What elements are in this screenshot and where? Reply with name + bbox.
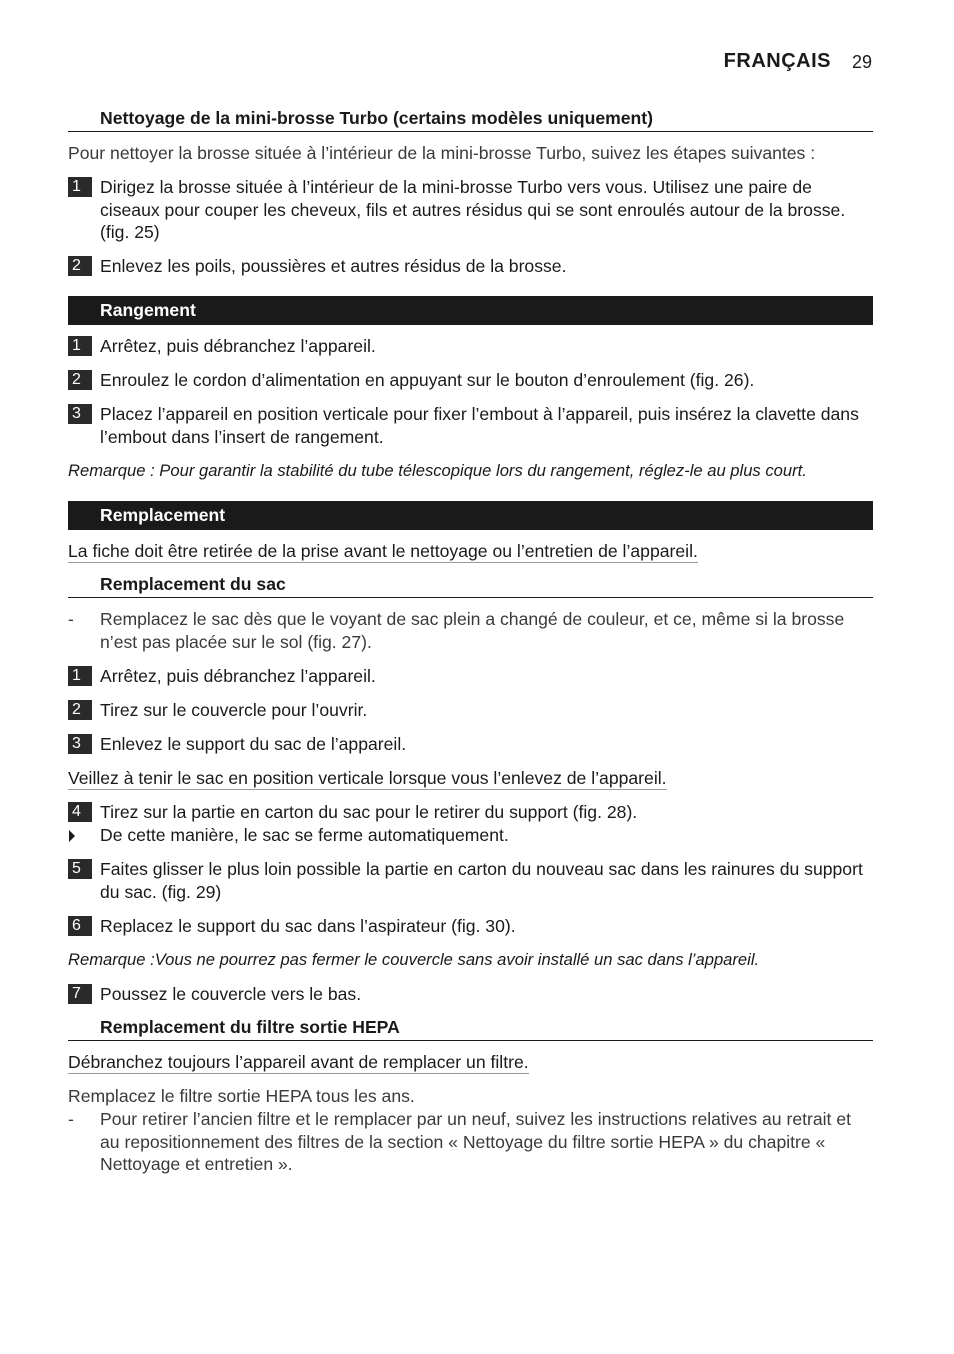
step-item [68,255,874,278]
step-number: 1 [68,336,92,356]
step-item [68,403,874,448]
bag-note: Remarque :Vous ne pourrez pas fermer le couvercle sans avoir installé un sac dans l’appareil. [68,950,760,969]
step-number: 6 [68,916,92,936]
bag-dash-item: - Remplacez le sac dès que le voyant de sac plein a changé de couleur, et ce, même si la brosse n’est pas placée sur le sol (fig. 27). [68,609,845,652]
step-number: 1 [68,666,92,686]
hepa-dash-item: - Pour retirer l’ancien filtre et le remplacer par un neuf, suivez les instructions relatives au retrait et au repositionnement des filtres de la section « Nettoyage du filtre sortie HEPA » du chapitre « Nettoyage et entretien ». [68,1109,851,1174]
hepa-warning: Débranchez toujours l’appareil avant de remplacer un filtre. [68,1052,529,1072]
step-text: Replacez le support du sac dans l’aspirateur (fig. 30). [100,916,516,936]
step-item [68,858,874,903]
replacement-warning: La fiche doit être retirée de la prise avant le nettoyage ou l’entretien de l’appareil. [68,541,698,561]
step-number: 3 [68,404,92,424]
dash-bullet: - [68,609,74,629]
step-item [68,801,874,824]
step-text: Enlevez les poils, poussières et autres résidus de la brosse. [100,256,567,276]
step-text: Enroulez le cordon d’alimentation en appuyant sur le bouton d’enroulement (fig. 26). [100,370,755,390]
dash-bullet: - [68,1109,74,1129]
step-item [68,983,874,1006]
step-text: Enlevez le support du sac de l’appareil. [100,734,407,754]
step-item [68,665,874,688]
section-title-turbo-cleaning: Nettoyage de la mini-brosse Turbo (certains modèles uniquement) [68,107,873,132]
page-number: 29 [852,52,873,72]
storage-note: Remarque : Pour garantir la stabilité du tube télescopique lors du rangement, réglez-le au plus court. [68,461,807,480]
step-number: 2 [68,700,92,720]
language-label: FRANÇAIS [723,50,831,72]
turbo-cleaning-intro: Pour nettoyer la brosse située à l’intérieur de la mini-brosse Turbo, suivez les étapes suivantes : [68,143,816,163]
step-item [68,733,874,756]
step-number: 4 [68,802,92,822]
section-title-storage: Rangement [68,296,873,325]
step-text: Faites glisser le plus loin possible la partie en carton du nouveau sac dans les rainures du support du sac. (fig. 29) [100,859,863,902]
step-number: 2 [68,370,92,390]
step-text: Arrêtez, puis débranchez l’appareil. [100,666,376,686]
step-item [68,369,874,392]
step-item [68,915,874,938]
step-number: 1 [68,177,92,197]
bag-warning: Veillez à tenir le sac en position verticale lorsque vous l’enlevez de l’appareil. [68,768,667,788]
step-text: Dirigez la brosse située à l’intérieur de la mini-brosse Turbo vers vous. Utilisez une paire de ciseaux pour couper les cheveux, fils et autres résidus qui se sont enroulés autour de la brosse. (fig. 25) [100,177,846,242]
section-title-replacement: Remplacement [68,501,873,530]
step-text: Tirez sur le couvercle pour l’ouvrir. [100,700,368,720]
step-number: 7 [68,984,92,1004]
result-item: De cette manière, le sac se ferme automatiquement. [68,824,874,847]
step-number: 3 [68,734,92,754]
step-number: 5 [68,859,92,879]
step-text: Tirez sur la partie en carton du sac pour le retirer du support (fig. 28). [100,802,638,822]
step-number: 2 [68,256,92,276]
step-text: Arrêtez, puis débranchez l’appareil. [100,336,376,356]
step-text: Placez l’appareil en position verticale pour fixer l’embout à l’appareil, puis insérez la clavette dans l’embout dans l’insert de rangement. [100,404,859,447]
section-title-bag: Remplacement du sac [68,573,873,598]
step-item [68,699,874,722]
step-item [68,335,874,358]
hepa-intro: Remplacez le filtre sortie HEPA tous les ans. [68,1086,415,1106]
step-item [68,176,874,244]
step-text: Poussez le couvercle vers le bas. [100,984,362,1004]
result-arrow-icon [69,830,75,842]
section-title-hepa: Remplacement du filtre sortie HEPA [68,1016,873,1041]
